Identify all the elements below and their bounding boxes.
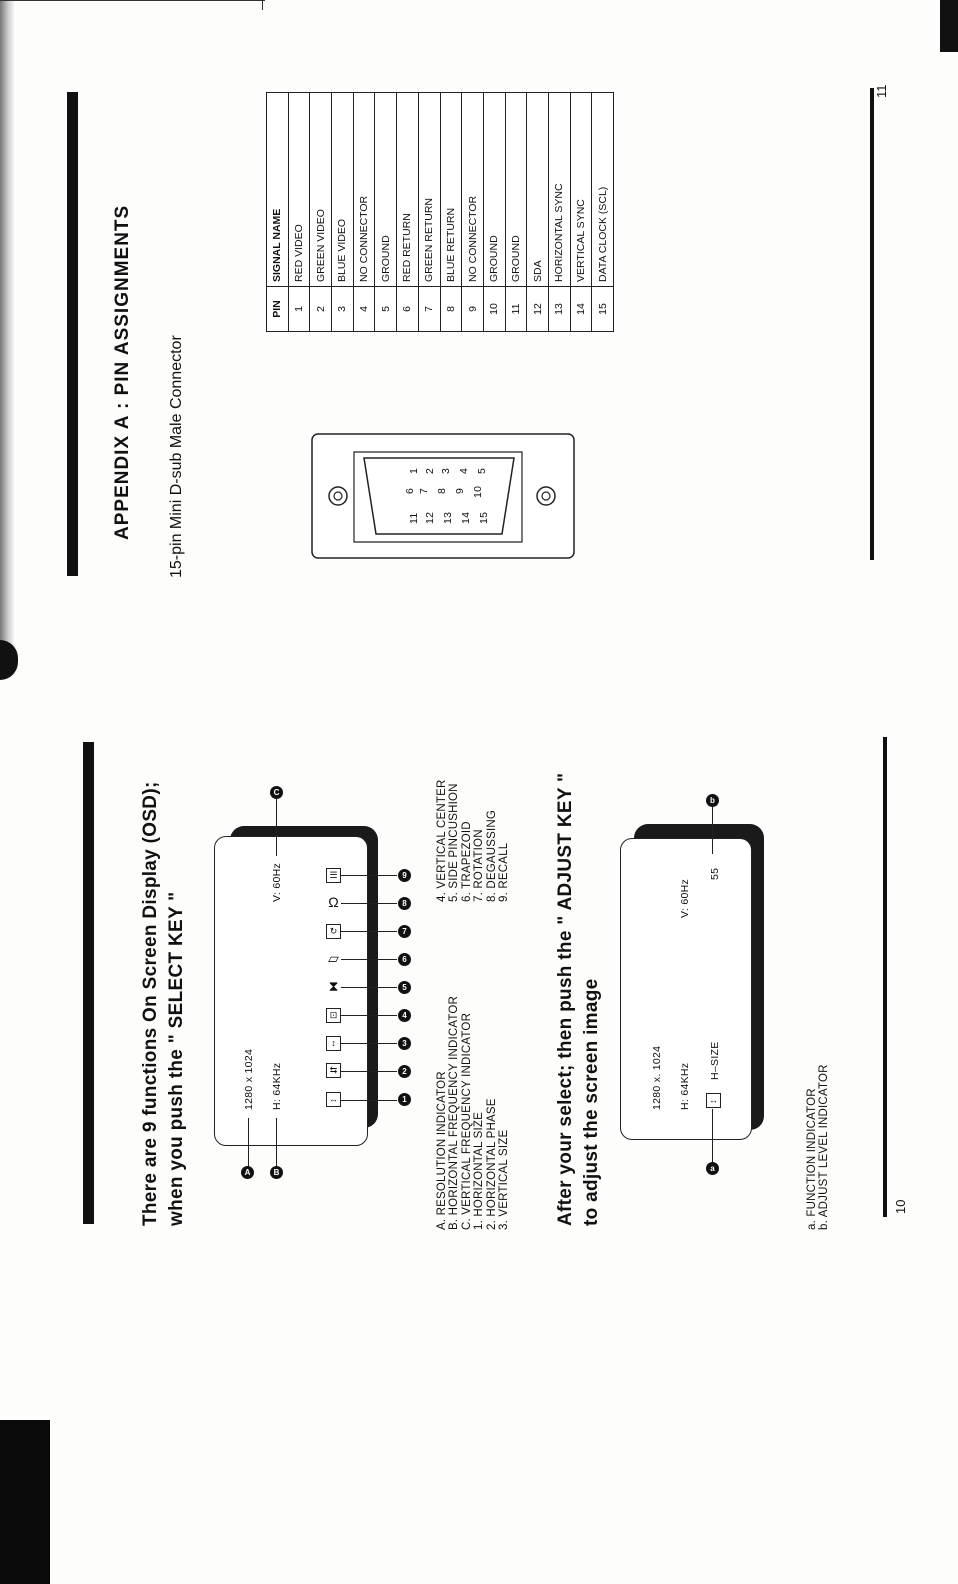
pin-label-1: 1 (408, 467, 420, 474)
signal-name-cell: VERTICAL SYNC (570, 93, 592, 287)
pin-number-cell: 11 (505, 287, 527, 332)
scan-edge-top (0, 0, 265, 1)
legend-6: 6. TRAPEZOID (460, 821, 473, 902)
osd2-resolution: 1280 x. 1024 (651, 1045, 663, 1110)
legend-8: 8. DEGAUSSING (485, 809, 498, 902)
pin-number-cell: 9 (462, 287, 484, 332)
table-row (418, 93, 440, 332)
legend-a: A. RESOLUTION INDICATOR (436, 1071, 448, 1230)
legend-9: 9. RECALL (497, 842, 510, 902)
pin-label-11: 11 (408, 512, 420, 524)
pin-number-cell: 10 (483, 287, 505, 332)
osd2-line-a (712, 1109, 713, 1164)
callout-line-6h (341, 959, 397, 960)
pin-label-14: 14 (460, 511, 472, 524)
pin-number-cell: 1 (288, 287, 310, 332)
trapezoid-icon: ▱ (326, 952, 341, 967)
v-size-icon: ↕ (326, 1036, 341, 1051)
legend-b: B. HORIZONTAL FREQUENCY INDICATOR (448, 995, 461, 1230)
callout-line-1h (341, 1100, 397, 1101)
pin-label-4: 4 (458, 467, 470, 474)
signal-name-cell: NO CONNECTOR (462, 93, 484, 287)
right-page-bar (67, 92, 78, 576)
osd-heading-line1: There are 9 functions On Screen Display (OSD); (140, 781, 161, 1226)
recall-icon: ☰ (326, 868, 341, 883)
osd1-line-c-v (276, 796, 277, 856)
signal-name-cell: RED VIDEO (288, 93, 310, 287)
left-page-footer-rule (883, 737, 887, 1195)
pin-label-12: 12 (424, 511, 436, 524)
osd1-vfreq: V: 60Hz (271, 862, 283, 902)
table-row (353, 93, 375, 332)
pin-table-header (267, 93, 289, 332)
osd1-marker-a: A (241, 1166, 254, 1179)
pin-number-cell: 8 (440, 287, 462, 332)
pin-label-15: 15 (478, 511, 490, 524)
table-row (527, 93, 549, 332)
signal-name-cell: GROUND (375, 93, 397, 287)
pin-number-cell: 7 (418, 287, 440, 332)
table-row (440, 93, 462, 332)
callout-marker-7: 7 (398, 925, 411, 938)
pin-number-cell: 5 (375, 287, 397, 332)
callout-line-9h (341, 875, 397, 876)
callout-marker-9: 9 (398, 869, 411, 882)
pin-label-2: 2 (424, 467, 436, 474)
pin-number-cell: 3 (332, 287, 354, 332)
pin-label-7: 7 (418, 487, 430, 494)
pin-label-5: 5 (476, 467, 488, 474)
h-size-icon: ↔ (326, 1092, 341, 1107)
table-row (288, 93, 310, 332)
osd2-function-label: H–SIZE (709, 1041, 721, 1080)
signal-name-cell: GROUND (483, 93, 505, 287)
legend-c: C. VERTICAL FREQUENCY INDICATOR (460, 1012, 473, 1230)
table-row (548, 93, 570, 332)
table-row (397, 93, 419, 332)
osd2-marker-a: a (706, 1162, 719, 1175)
osd1-marker-b: B (270, 1166, 283, 1179)
pincushion-icon: ⧗ (326, 980, 341, 995)
callout-line-7h (341, 931, 397, 932)
left-page-footer-rule-2 (883, 1195, 887, 1217)
signal-name-cell: BLUE VIDEO (332, 93, 354, 287)
callout-marker-2: 2 (398, 1065, 411, 1078)
h-phase-icon: ⇆ (326, 1063, 341, 1078)
v-center-icon: ⊡ (326, 1008, 341, 1023)
scan-edge-top-right (940, 0, 958, 52)
signal-name-cell: RED RETURN (397, 93, 419, 287)
osd-heading-line2: when you push the " SELECT KEY " (166, 891, 187, 1226)
legend-1: 1. HORIZONTAL SIZE (473, 1112, 486, 1230)
legend-5: 5. SIDE PINCUSHION (448, 783, 461, 902)
callout-line-2h (341, 1071, 397, 1072)
callout-marker-1: 1 (398, 1093, 411, 1106)
pin-number-cell: 14 (570, 287, 592, 332)
callout-line-3h (341, 1043, 397, 1044)
osd2-h-size-icon: ↔ (706, 1093, 721, 1108)
osd1-hfreq: H: 64KHz (271, 1062, 283, 1110)
table-row (483, 93, 505, 332)
right-page-footer-rule (870, 88, 874, 560)
pin-number-cell: 2 (310, 287, 332, 332)
pin-number-cell: 13 (548, 287, 570, 332)
pin-number-cell: 12 (527, 287, 549, 332)
degauss-icon: Ω (326, 896, 341, 911)
table-row (505, 93, 527, 332)
legend-7: 7. ROTATION (473, 829, 486, 902)
osd1-marker-c: C (270, 786, 283, 799)
pin-label-3: 3 (440, 467, 452, 474)
scan-edge-bottom-left (0, 1420, 50, 1584)
signal-name-cell: NO CONNECTOR (353, 93, 375, 287)
pin-header: PIN (267, 287, 289, 332)
callout-marker-3: 3 (398, 1037, 411, 1050)
osd-legend-col1 (436, 996, 510, 1230)
table-row (462, 93, 484, 332)
pin-number-cell: 15 (592, 287, 614, 332)
signal-name-cell: SDA (527, 93, 549, 287)
appendix-title: APPENDIX A : PIN ASSIGNMENTS (112, 204, 133, 540)
pin-table-wrapper (266, 92, 614, 332)
dsub-pins (400, 458, 496, 538)
pin-label-9: 9 (454, 487, 466, 494)
connector-subtitle: 15-pin Mini D-sub Male Connector (168, 335, 185, 578)
footnote-a: a. FUNCTION INDICATOR (806, 1088, 818, 1230)
signal-name-cell: GROUND (505, 93, 527, 287)
signal-name-cell: GREEN VIDEO (310, 93, 332, 287)
page-number-left: 10 (893, 1199, 908, 1214)
table-row (310, 93, 332, 332)
rotation-icon: ↻ (326, 924, 341, 939)
adjust-heading-line1: After your select; then push the " ADJUST KEY " (555, 772, 576, 1226)
callout-marker-8: 8 (398, 897, 411, 910)
footnote-b: b. ADJUST LEVEL INDICATOR (818, 1064, 831, 1230)
osd2-vfreq: V: 60Hz (679, 878, 691, 918)
pin-label-13: 13 (442, 511, 454, 524)
callout-line-4h (341, 1015, 397, 1016)
callout-line-8h (341, 903, 397, 904)
pin-number-cell: 6 (397, 287, 419, 332)
legend-2: 2. HORIZONTAL PHASE (485, 1098, 498, 1230)
osd2-line-b (712, 806, 713, 854)
signal-name-cell: BLUE RETURN (440, 93, 462, 287)
table-row (570, 93, 592, 332)
signal-name-cell: GREEN RETURN (418, 93, 440, 287)
page-number-right: 11 (874, 84, 889, 98)
left-page-bar (83, 742, 94, 1224)
pin-label-6: 6 (404, 487, 416, 494)
pin-label-10: 10 (472, 485, 484, 498)
callout-marker-4: 4 (398, 1009, 411, 1022)
legend-3: 3. VERTICAL SIZE (497, 1129, 510, 1230)
callout-line-5h (341, 987, 397, 988)
pin-label-8: 8 (436, 487, 448, 494)
osd2-marker-b: b (706, 794, 719, 807)
osd1-line-a-v (248, 1118, 249, 1172)
table-row (332, 93, 354, 332)
osd2-level: 55 (709, 867, 721, 880)
table-row (375, 93, 397, 332)
osd-legend-col2 (436, 780, 510, 902)
scan-edge-tick (262, 0, 263, 10)
osd2-footnotes (806, 1064, 831, 1230)
osd1-resolution: 1280 x 1024 (243, 1048, 255, 1110)
pin-table (266, 92, 614, 332)
pin-number-cell: 4 (353, 287, 375, 332)
scan-edge-notch (0, 640, 18, 680)
scan-edge-left (0, 0, 14, 660)
callout-marker-5: 5 (398, 981, 411, 994)
legend-4: 4. VERTICAL CENTER (436, 779, 448, 902)
callout-marker-6: 6 (398, 953, 411, 966)
signal-header: SIGNAL NAME (267, 93, 289, 287)
adjust-heading-line2: to adjust the screen image (581, 978, 602, 1226)
osd-heading (138, 781, 190, 1226)
adjust-heading (553, 773, 605, 1226)
osd2-hfreq: H: 64KHz (679, 1062, 691, 1110)
signal-name-cell: DATA CLOCK (SCL) (592, 93, 614, 287)
signal-name-cell: HORIZONTAL SYNC (548, 93, 570, 287)
table-row (592, 93, 614, 332)
